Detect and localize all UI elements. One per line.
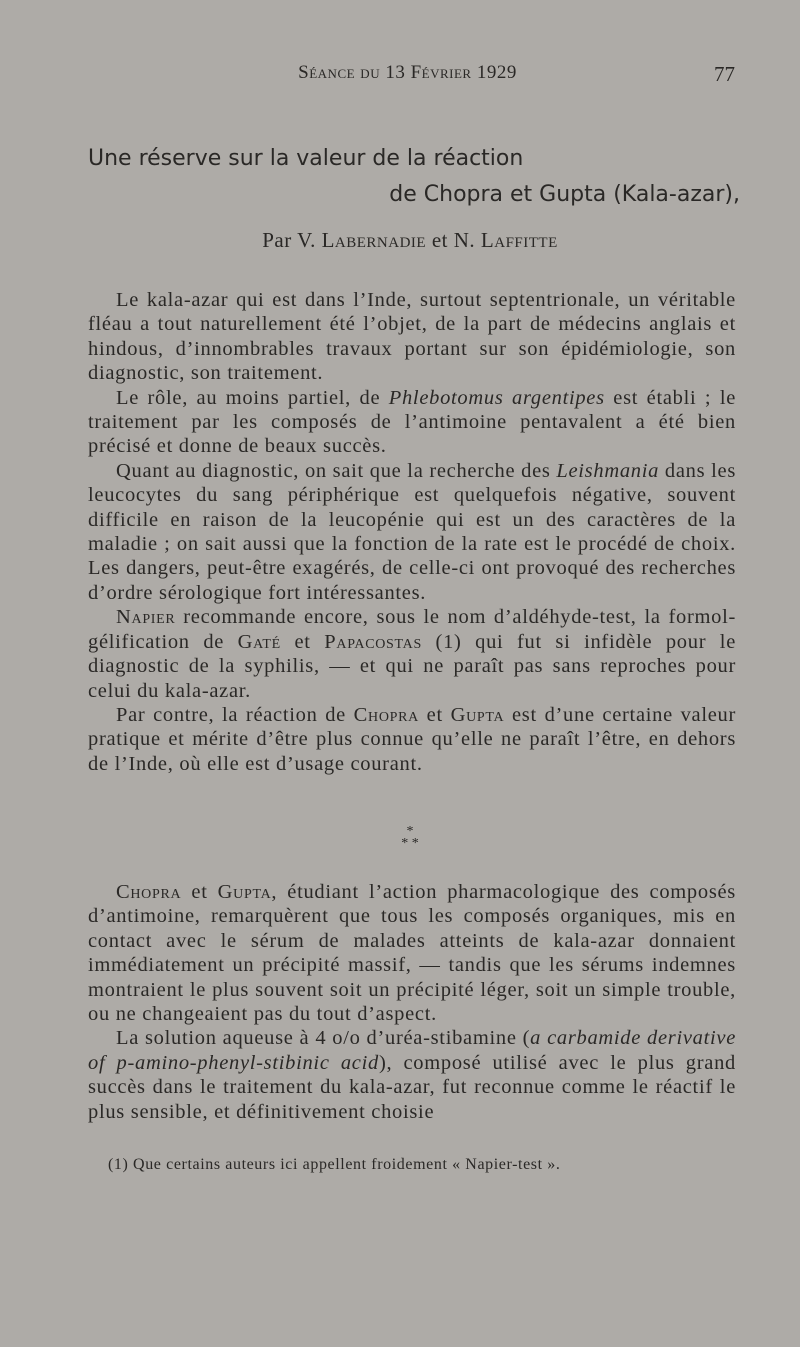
text-run: Par contre, la réaction de [116, 703, 354, 726]
text-run: dans les leucocytes du sang périphérique est quelquefois négative, souvent difficile en raison de la leucopénie qui est un des caractères de la maladie ; on sait aussi que la fonction de la rate est le procédé de choix. Les dangers, peut-être exagérés, de celle-ci ont provoqué des recherches d’ordre sérologique fort intéressantes. [88, 459, 736, 604]
article-title-line-2: de Chopra et Gupta (Kala-azar), [389, 182, 740, 207]
text-run: Le rôle, au moins partiel, de [116, 386, 389, 409]
paragraph: Le kala-azar qui est dans l’Inde, surtout septentrionale, un véritable fléau a tout naturellement été l’objet, de la part de médecins anglais et hindous, d’innombrables travaux portant sur son épidémiologie, son diagnostic, son traitement. [88, 289, 736, 385]
text-run: Quant au diagnostic, on sait que la recherche des [116, 459, 557, 482]
author-name: Labernadie [321, 228, 427, 252]
species-name: Phlebotomus argentipes [388, 386, 605, 409]
text-run: recommande encore, sous le nom d’aldéhyde-test, la formol-gélification de [88, 606, 736, 653]
body-section-2 [88, 880, 736, 1124]
compound-name: a carbamide derivative of p-amino-phenyl-stibinic acid [88, 1027, 736, 1074]
author-name: Gaté [237, 630, 281, 653]
text-run: ), composé utilisé avec le plus grand succès dans le traitement du kala-azar, fut reconnue comme le réactif le plus sensible, et définitivement choisie [88, 1051, 736, 1123]
byline-prefix: Par V. [262, 228, 322, 252]
paragraph [88, 703, 736, 776]
text-run: est d’une certaine valeur pratique et mérite d’être plus connue qu’elle ne paraît l’être, en dehors de l’Inde, où elle est d’usage courant. [88, 703, 736, 775]
text-run: et [280, 630, 325, 653]
text-run: et [419, 703, 451, 726]
author-name: Chopra [353, 703, 419, 726]
author-name: Gupta [450, 703, 505, 726]
article-title-line-1: Une réserve sur la valeur de la réaction [88, 146, 524, 171]
body-section-1 [88, 288, 736, 776]
paragraph [88, 880, 736, 1026]
paragraph [88, 386, 736, 459]
author-name: Gupta [217, 881, 272, 903]
author-name: Papacostas [324, 630, 422, 653]
page-header [80, 62, 735, 92]
author-name: Napier [116, 606, 176, 629]
footnote: (1) Que certains auteurs ici appellent froidement « Napier-test ». [108, 1156, 561, 1173]
author-name: Chopra [116, 881, 182, 903]
text-run: est établi ; le traitement par les composés de l’antimoine pentavalent a été bien précisé et donne de beaux succès. [88, 386, 737, 458]
byline-conjunction: et N. [426, 228, 481, 252]
running-title: Séance du 13 Février 1929 [298, 62, 517, 83]
asterism-bottom: * * [401, 836, 419, 851]
text-run: (1) qui fut si infidèle pour le diagnostic de la syphilis, — et qui ne paraît pas sans reproches pour celui du kala-azar. [88, 630, 736, 702]
paragraph [88, 459, 736, 605]
byline [80, 228, 740, 253]
text-run: La solution aqueuse à 4 o/o d’uréa-stibamine ( [116, 1027, 531, 1050]
genus-name: Leishmania [556, 459, 660, 482]
text-run: , étudiant l’action pharmacologique des composés d’antimoine, remarquèrent que tous les composés organiques, mis en contact avec le sérum de malades atteints de kala-azar donnaient immédiatement un précipité massif, — tandis que les sérums indemnes montraient le plus souvent soit un précipité léger, soit un simple trouble, ou ne changeaient pas du tout d’aspect. [88, 881, 736, 1026]
section-asterism [380, 826, 440, 850]
page-number: 77 [714, 62, 735, 86]
asterism-top: * [406, 824, 414, 839]
text-run: et [181, 881, 218, 903]
author-name: Laffitte [480, 228, 558, 252]
paragraph [88, 1026, 736, 1124]
paragraph [88, 605, 736, 703]
